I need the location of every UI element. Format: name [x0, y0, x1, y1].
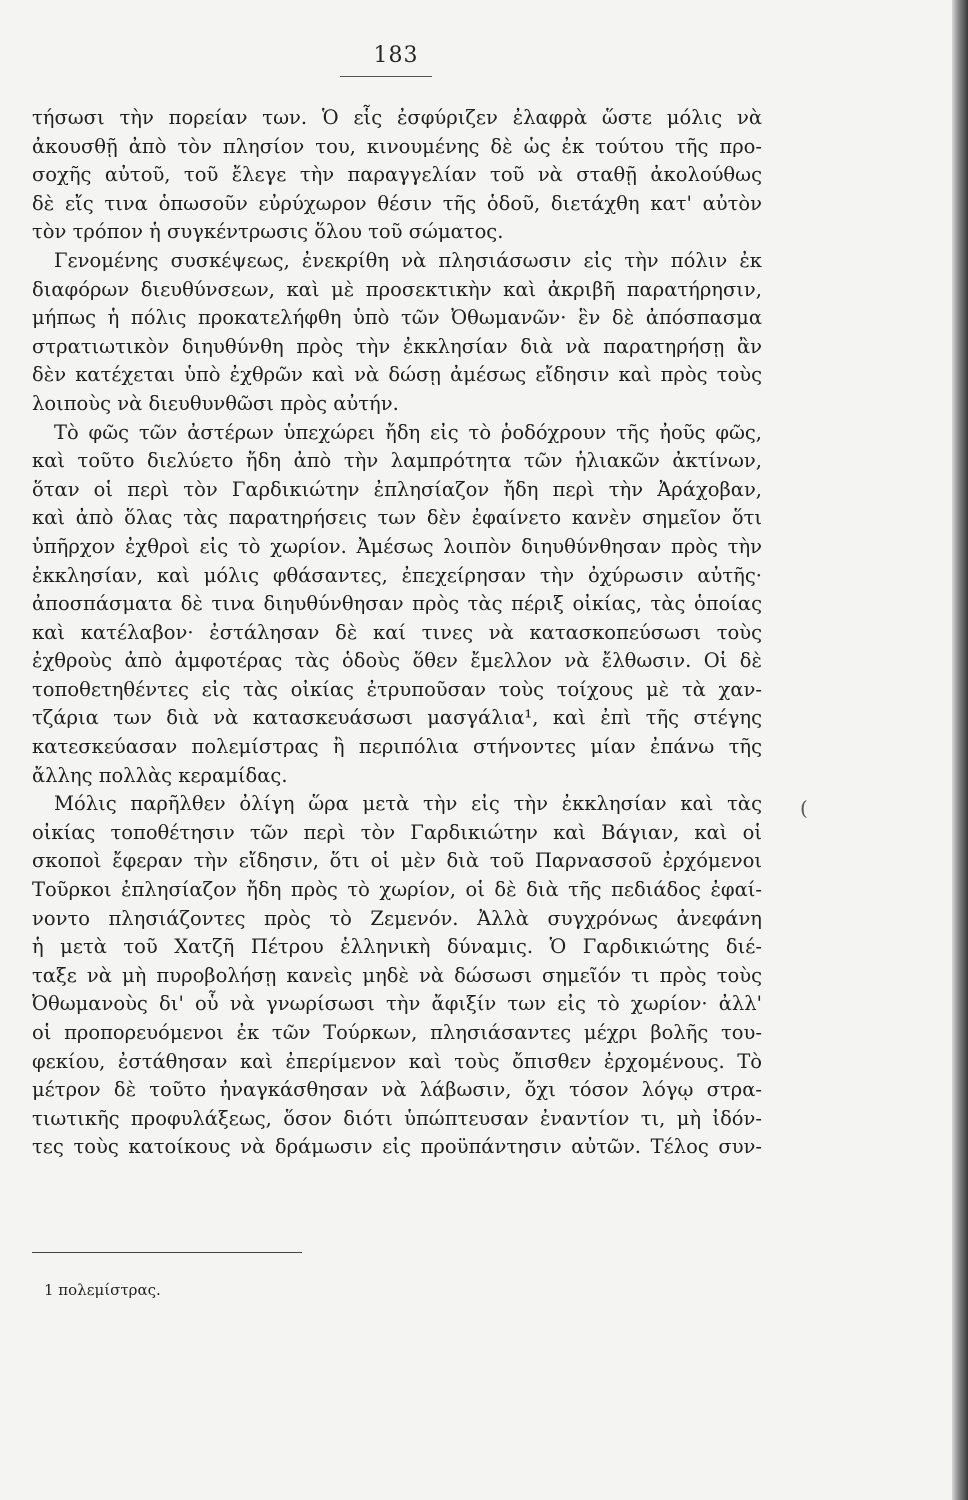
- page-number: 183: [373, 43, 419, 68]
- header-rule: [340, 76, 432, 77]
- text-line: μήπως ἡ πόλις προκατελήφθη ὑπὸ τῶν Ὀθωμανῶν· ἓν δὲ ἀπόσπασμα: [32, 306, 762, 330]
- text-line: τοποθετηθέντες εἰς τὰς οἰκίας ἐτρυποῦσαν τοὺς τοίχους μὲ τὰ χαν-: [32, 677, 762, 701]
- text-line: ἀκουσθῇ ἀπὸ τὸν πλησίον του, κινουμένης δὲ ὡς ἐκ τούτου τῆς προ-: [32, 134, 762, 158]
- text-line: ὑπῆρχον ἐχθροὶ εἰς τὸ χωρίον. Ἀμέσως λοιπὸν διηυθύνθησαν πρὸς τὴν: [32, 534, 762, 558]
- text-line: Τὸ φῶς τῶν ἀστέρων ὑπεχώρει ἤδη εἰς τὸ ῥοδόχρουν τῆς ἠοῦς φῶς,: [54, 420, 762, 444]
- text-line: Μόλις παρῆλθεν ὀλίγη ὥρα μετὰ τὴν εἰς τὴν ἐκκλησίαν καὶ τὰς: [54, 792, 762, 816]
- text-line: ἀποσπάσματα δὲ τινα διηυθύνθησαν πρὸς τὰς πέριξ οἰκίας, τὰς ὁποίας: [32, 592, 762, 616]
- text-line: ἡ μετὰ τοῦ Χατζῆ Πέτρου ἑλληνικὴ δύναμις. Ὁ Γαρδικιώτης διέ-: [32, 935, 762, 959]
- text-line: τήσωσι τὴν πορείαν των. Ὁ εἷς ἐσφύριζεν ἐλαφρὰ ὥστε μόλις νὰ: [32, 106, 762, 129]
- body-text: [32, 104, 762, 1162]
- text-line: κατεσκεύασαν πολεμίστρας ἢ περιπόλια στήνοντες μίαν ἐπάνω τῆς: [32, 735, 762, 759]
- text-line: οἰκίας τοποθέτησιν τῶν περὶ τὸν Γαρδικιώτην καὶ Βάγιαν, καὶ οἱ: [32, 820, 762, 844]
- text-line: καὶ τοῦτο διελύετο ἤδη ἀπὸ τὴν λαμπρότητα τῶν ἡλιακῶν ἀκτίνων,: [32, 449, 762, 473]
- text-line: τὸν τρόπον ἡ συγκέντρωσις ὅλου τοῦ σώματος.: [32, 220, 504, 244]
- page-edge-shadow: [952, 0, 968, 1500]
- text-line: διαφόρων διευθύνσεων, καὶ μὲ προσεκτικὴν καὶ ἀκριβῆ παρατήρησιν,: [32, 277, 762, 301]
- footnote: 1 πολεμίστρας.: [44, 1281, 161, 1299]
- text-line: ταξε νὰ μὴ πυροβολήσῃ κανεὶς μηδὲ νὰ δώσωσι σημεῖόν τι πρὸς τοὺς: [32, 963, 762, 987]
- text-line: ἄλλης πολλὰς κεραμίδας.: [32, 763, 288, 787]
- page-header: [360, 42, 432, 70]
- text-line: Τοῦρκοι ἐπλησίαζον ἤδη πρὸς τὸ χωρίον, οἱ δὲ διὰ τῆς πεδιάδος ἐφαί-: [32, 878, 762, 902]
- text-line: καὶ κατέλαβον· ἐστάλησαν δὲ καί τινες νὰ κατασκοπεύσωσι τοὺς: [32, 620, 762, 644]
- text-line: τζάρια των διὰ νὰ κατασκευάσωσι μασγάλια¹, καὶ ἐπὶ τῆς στέγης: [32, 706, 762, 730]
- text-line: Γενομένης συσκέψεως, ἐνεκρίθη νὰ πλησιάσωσιν εἰς τὴν πόλιν ἐκ: [54, 248, 762, 272]
- footnote-rule: [32, 1252, 302, 1253]
- text-line: δὲ εἴς τινα ὁπωσοῦν εὐρύχωρον θέσιν τῆς ὁδοῦ, διετάχθη κατ' αὐτὸν: [32, 191, 762, 215]
- text-line: λοιποὺς νὰ διευθυνθῶσι πρὸς αὐτήν.: [32, 391, 399, 415]
- text-line: δὲν κατέχεται ὑπὸ ἐχθρῶν καὶ νὰ δώσῃ ἀμέσως εἴδησιν καὶ πρὸς τοὺς: [32, 363, 762, 387]
- text-line: νοντο πλησιάζοντες πρὸς τὸ Ζεμενόν. Ἀλλὰ συγχρόνως ἀνεφάνη: [32, 906, 762, 930]
- margin-pencil-mark: (: [800, 796, 808, 820]
- text-line: σοχῆς αὐτοῦ, τοῦ ἔλεγε τὴν παραγγελίαν τοῦ νὰ σταθῇ ἀκολούθως: [32, 163, 762, 187]
- text-line: ἐχθροὺς ἀπὸ ἀμφοτέρας τὰς ὁδοὺς ὅθεν ἔμελλον νὰ ἔλθωσιν. Οἱ δὲ: [32, 649, 762, 673]
- text-line: ὅταν οἱ περὶ τὸν Γαρδικιώτην ἐπλησίαζον ἤδη περὶ τὴν Ἀράχοβαν,: [32, 477, 762, 501]
- text-line: στρατιωτικὸν διηυθύνθη πρὸς τὴν ἐκκλησίαν διὰ νὰ παρατηρήσῃ ἂν: [32, 334, 762, 358]
- text-line: τιωτικῆς προφυλάξεως, ὅσον διότι ὑπώπτευσαν ἐναντίον τι, μὴ ἰδόν-: [32, 1106, 762, 1130]
- text-line: σκοποὶ ἔφεραν τὴν εἴδησιν, ὅτι οἱ μὲν διὰ τοῦ Παρνασσοῦ ἐρχόμενοι: [32, 849, 762, 873]
- text-line: ἐκκλησίαν, καὶ μόλις φθάσαντες, ἐπεχείρησαν τὴν ὀχύρωσιν αὐτῆς·: [32, 563, 762, 587]
- text-line: οἱ προπορευόμενοι ἐκ τῶν Τούρκων, πλησιάσαντες μέχρι βολῆς του-: [32, 1021, 762, 1044]
- text-line: τες τοὺς κατοίκους νὰ δράμωσιν εἰς προϋπάντησιν αὐτῶν. Τέλος συν-: [32, 1135, 762, 1159]
- text-line: μέτρον δὲ τοῦτο ἠναγκάσθησαν νὰ λάβωσιν, ὄχι τόσον λόγῳ στρα-: [32, 1078, 762, 1102]
- text-line: Ὀθωμανοὺς δι' οὗ νὰ γνωρίσωσι τὴν ἄφιξίν των εἰς τὸ χωρίον· ἀλλ': [32, 992, 762, 1016]
- text-line: φεκίου, ἐστάθησαν καὶ ἐπερίμενον καὶ τοὺς ὄπισθεν ἐρχομένους. Τὸ: [32, 1049, 762, 1073]
- text-line: καὶ ἀπὸ ὅλας τὰς παρατηρήσεις των δὲν ἐφαίνετο κανὲν σημεῖον ὅτι: [32, 506, 762, 530]
